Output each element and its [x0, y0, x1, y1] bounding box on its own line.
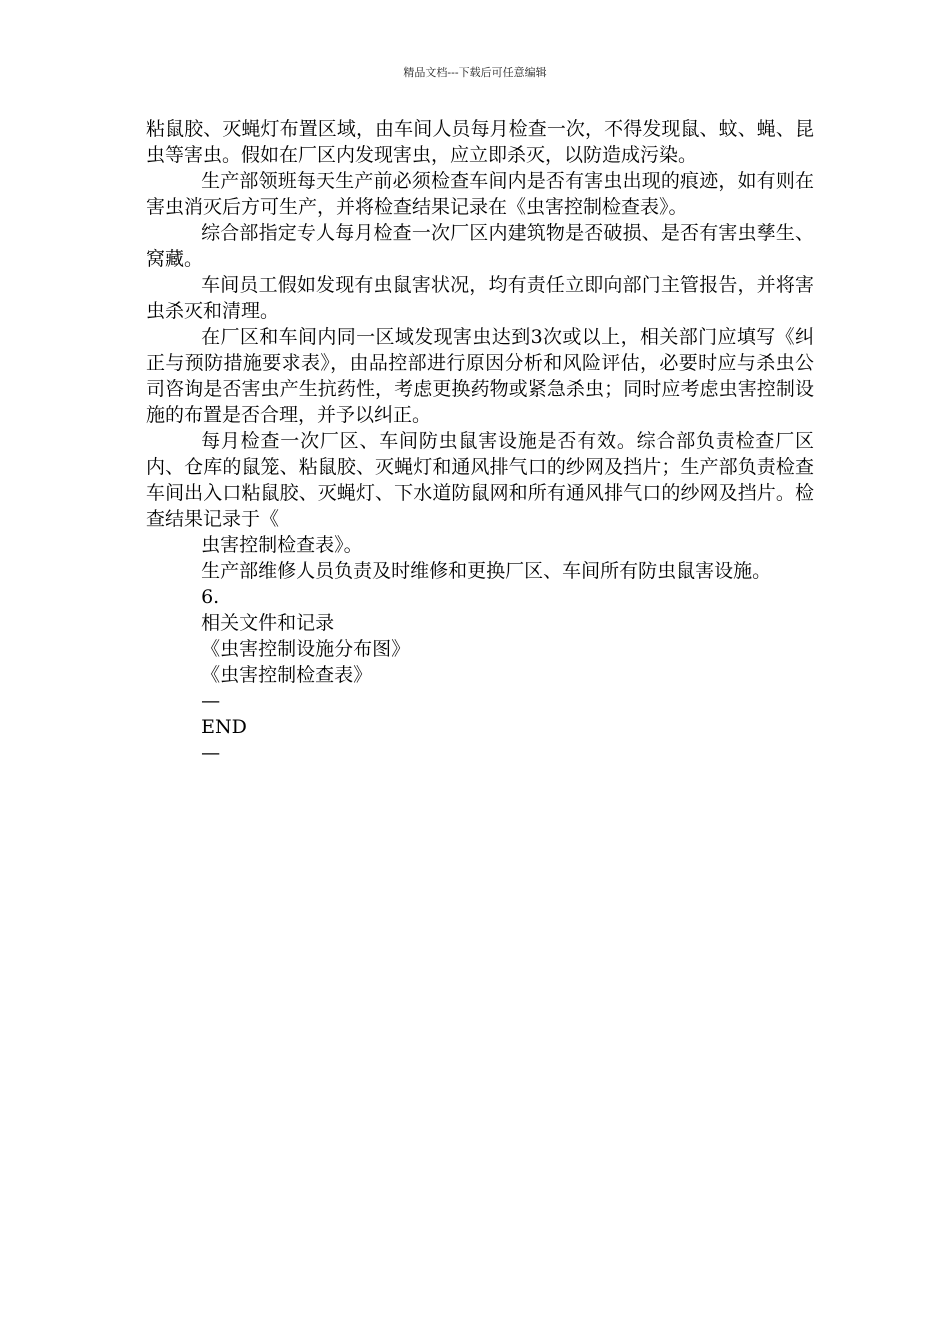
paragraph: 车间员工假如发现有虫鼠害状况，均有责任立即向部门主管报告，并将害虫杀灭和清理。 [146, 274, 814, 322]
page-header: 精品文档---下载后可任意编辑 [403, 66, 547, 79]
paragraph: 综合部指定专人每月检查一次厂区内建筑物是否破损、是否有害虫孳生、窝藏。 [146, 222, 814, 270]
document-body [146, 116, 814, 766]
end-mark: — [201, 742, 221, 764]
paragraph: 每月检查一次厂区、车间防虫鼠害设施是否有效。综合部负责检查厂区内、仓库的鼠笼、粘鼠胶、灭蝇灯和通风排气口的纱网及挡片；生产部负责检查车间出入口粘鼠胶、灭蝇灯、下水道防鼠网和所有通风排气口的纱网及挡片。检查结果记录于《 [146, 430, 814, 530]
paragraph: 生产部领班每天生产前必须检查车间内是否有害虫出现的痕迹，如有则在害虫消灭后方可生产，并将检查结果记录在《虫害控制检查表》。 [146, 170, 814, 218]
section-number: 6. [201, 586, 220, 608]
end-mark: END [201, 716, 247, 738]
paragraph: 在厂区和车间内同一区域发现害虫达到3次或以上，相关部门应填写《纠正与预防措施要求表》，由品控部进行原因分析和风险评估，必要时应与杀虫公司咨询是否害虫产生抗药性，考虑更换药物或紧急杀虫；同时应考虑虫害控制设施的布置是否合理，并予以纠正。 [146, 326, 814, 426]
paragraph: 粘鼠胶、灭蝇灯布置区域，由车间人员每月检查一次，不得发现鼠、蚊、蝇、昆虫等害虫。假如在厂区内发现害虫，应立即杀灭，以防造成污染。 [146, 118, 814, 166]
end-mark: — [201, 690, 221, 712]
paragraph: 生产部维修人员负责及时维修和更换厂区、车间所有防虫鼠害设施。 [201, 560, 772, 582]
paragraph: 虫害控制检查表》。 [201, 534, 363, 556]
record-item: 《虫害控制检查表》 [201, 664, 373, 686]
record-item: 《虫害控制设施分布图》 [201, 638, 411, 660]
section-title: 相关文件和记录 [201, 612, 335, 634]
